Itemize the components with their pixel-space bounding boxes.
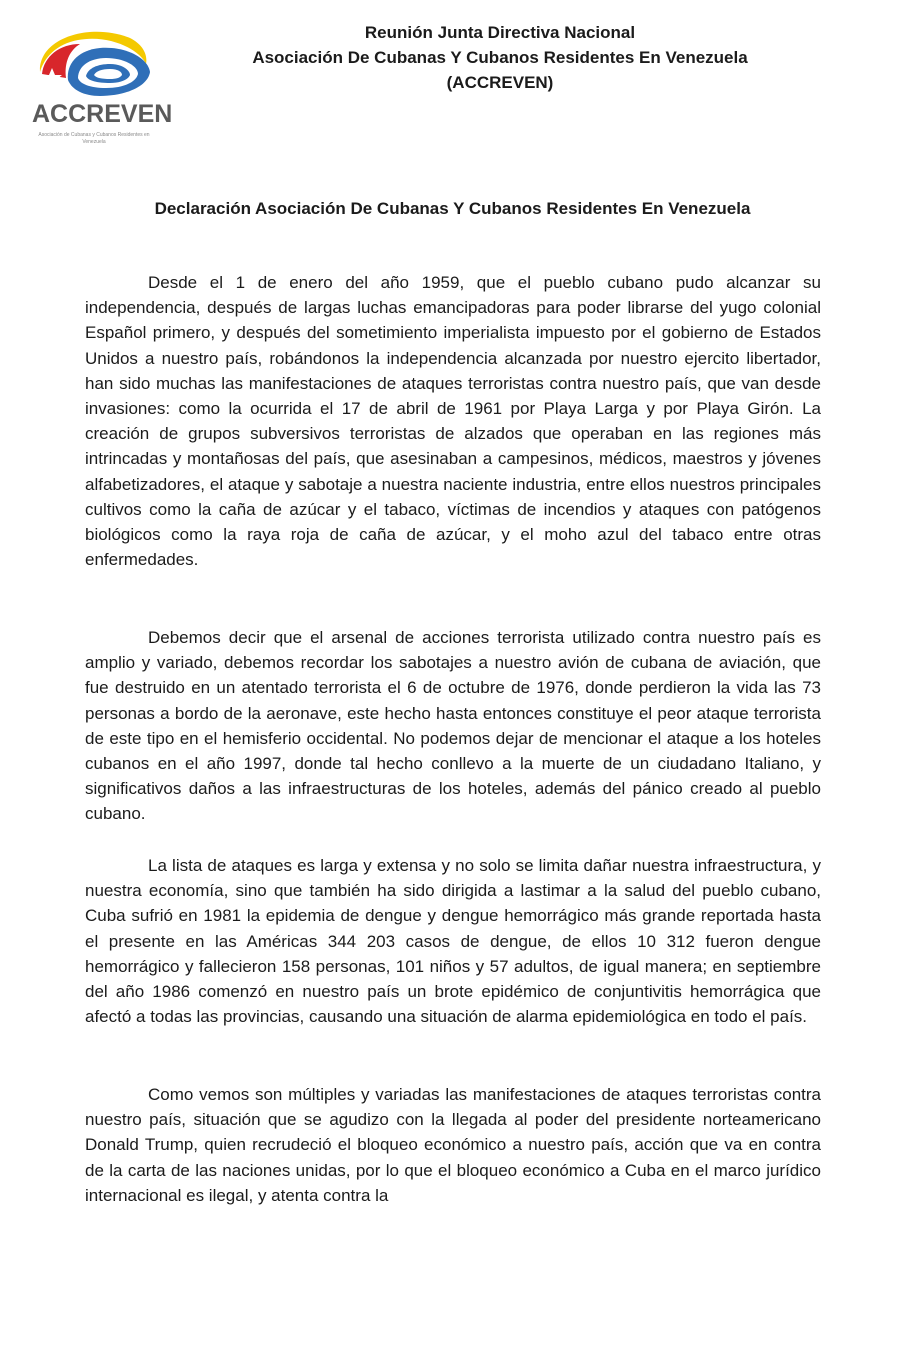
header-line-2: Asociación De Cubanas Y Cubanos Residentes En Venezuela [252,48,748,67]
document-title: Declaración Asociación De Cubanas Y Cubanos Residentes En Venezuela [154,199,751,218]
paragraph-2: Debemos decir que el arsenal de acciones terrorista utilizado contra nuestro país es amplio y variado, debemos recordar los sabotajes a nuestro avión de cubana de aviación, que fue destruido en un atentado terrorista el 6 de octubre de 1976, donde perdieron la vida las 73 personas a bordo de la aeronave, este hecho hasta entonces constituye el peor ataque terrorista de este tipo en el hemisferio occidental. No podemos dejar de mencionar el ataque a los hoteles cubanos en el año 1997, donde tal hecho conllevo a la muerte de un ciudadano Italiano, y significativos daños a las infraestructuras de los hoteles, además del pánico creado al pueblo cubano. [85,628,821,824]
logo-subtitle: Asociación de Cubanas y Cubanos Residentes en Venezuela [38,132,150,145]
logo-name: ACCREVEN [32,100,173,128]
header-line-3: (ACCREVEN) [446,73,554,92]
header-line-1: Reunión Junta Directiva Nacional [364,23,636,42]
paragraph-3: La lista de ataques es larga y extensa y no solo se limita dañar nuestra infraestructura, y nuestra economía, sino que también ha sido dirigida a lastimar a la salud del pueblo cubano, Cuba sufrió en 1981 la epidemia de dengue y dengue hemorrágico más grande reportada hasta el presente en las Américas 344 203 casos de dengue, de ellos 10 312 fueron dengue hemorrágico y fallecieron 158 personas, 101 niños y 57 adultos, de igual manera; en septiembre del año 1986 comenzó en nuestro país un brote epidémico de conjuntivitis hemorrágica que afectó a todas las provincias, causando una situación de alarma epidemiológica en todo el país. [85,856,821,1027]
paragraph-1: Desde el 1 de enero del año 1959, que el pueblo cubano pudo alcanzar su independencia, después de largas luchas emancipadoras para poder librarse del yugo colonial Español primero, y después del sometimiento imperialista impuesto por el gobierno de Estados Unidos a nuestro país, robándonos la independencia alcanzada por nuestro ejercito libertador, han sido muchas las manifestaciones de ataques terroristas contra nuestro país, que van desde invasiones: como la ocurrida el 17 de abril de 1961 por Playa Larga y por Playa Girón. La creación de grupos subversivos terroristas de alzados que operaban en las regiones más intrincadas y montañosas del país, que asesinaban a campesinos, médicos, maestros y jóvenes alfabetizadores, el ataque y sabotaje a nuestra naciente industria, entre ellos nuestros principales cultivos como la caña de azúcar y el tabaco, víctimas de incendios y ataques con patógenos biológicos como la raya roja de caña de azúcar, y el moho azul del tabaco entre otras enfermedades. [85,273,821,570]
accreven-logo [30,20,173,150]
document-header [200,20,800,95]
paragraph-4: Como vemos son múltiples y variadas las manifestaciones de ataques terroristas contra nuestro país, situación que se agudizo con la llegada al poder del presidente norteamericano Donald Trump, quien recrudeció el bloqueo económico a nuestro país, acción que va en contra de la carta de las naciones unidas, por lo que el bloqueo económico a Cuba en el marco jurídico internacional es ilegal, y atenta contra la [85,1085,821,1205]
logo-emblem-icon [30,20,160,110]
